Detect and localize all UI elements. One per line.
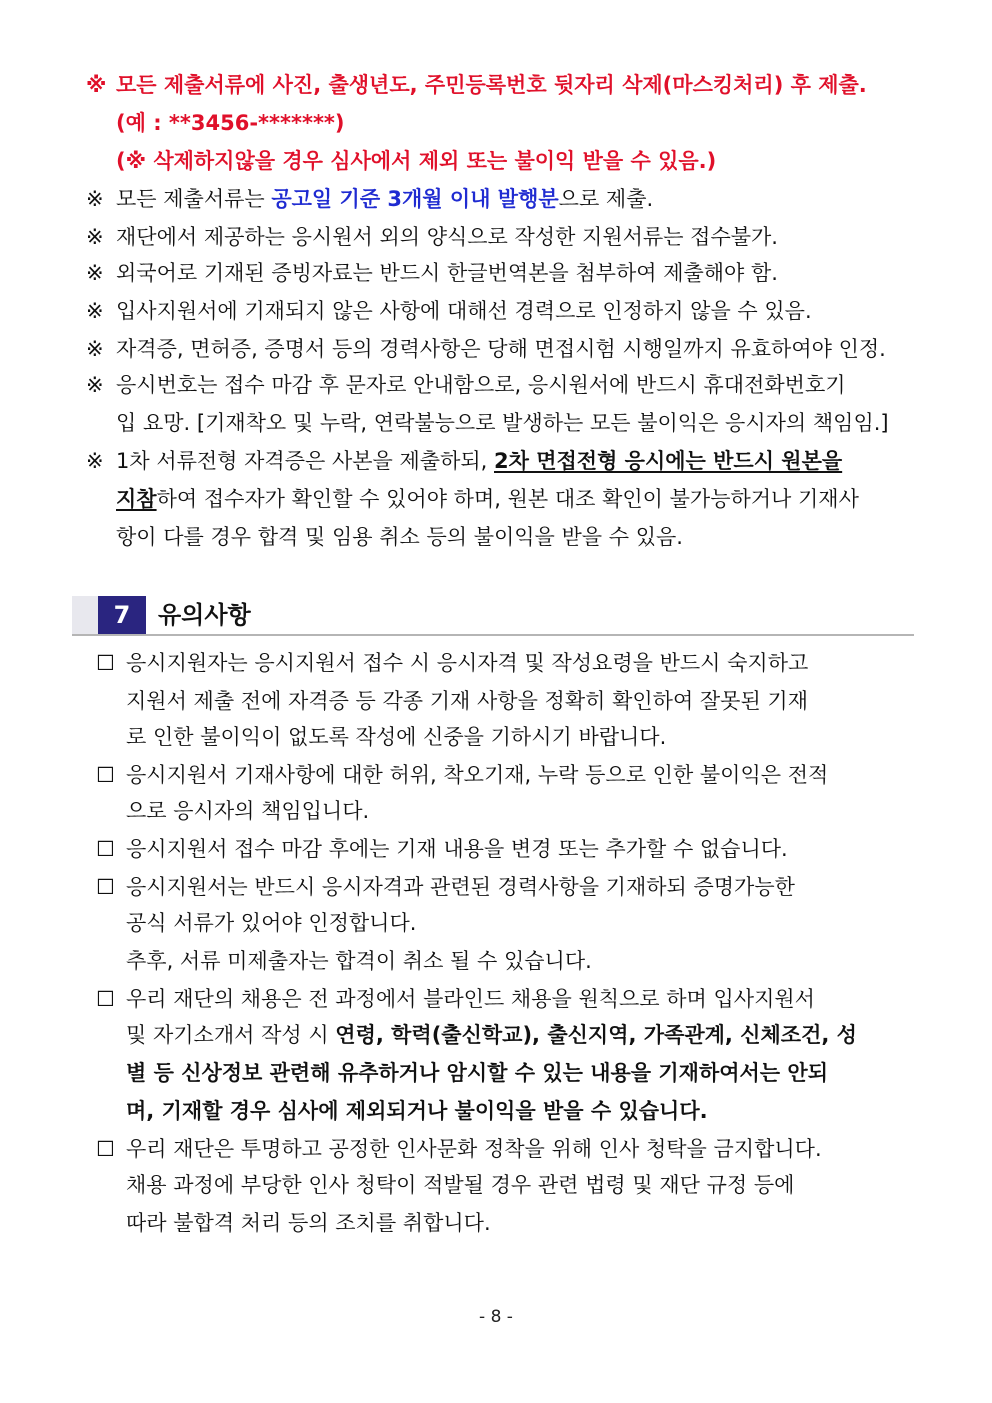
- note-original-documents-cont: 지참하여 접수자가 확인할 수 있어야 하며, 원본 대조 확인이 불가능하거나 기재사: [116, 487, 859, 511]
- note-certificate-validity: ※ 자격증, 면허증, 증명서 등의 경력사항은 당해 면접시험 시행일까지 유효하여야 인정.: [86, 334, 886, 364]
- note-original-documents: ※ 1차 서류전형 자격증은 사본을 제출하되, 2차 면접전형 응시에는 반드시 원본을: [86, 446, 842, 476]
- item-blind-hiring-bold: 별 등 신상정보 관련해 유추하거나 암시할 수 있는 내용을 기재하여서는 안되: [126, 1061, 828, 1085]
- issue-date-highlight: 공고일 기준 3개월 이내 발행분: [271, 187, 559, 211]
- item-false-statement-cont: 으로 응시자의 책임입니다.: [126, 799, 370, 823]
- item-blind-hiring-bold-end: 며, 기재할 경우 심사에 제외되거나 불이익을 받을 수 있습니다.: [126, 1099, 708, 1123]
- note-masking-example: (예 : **3456-*******): [116, 111, 345, 135]
- section-number: 7: [98, 596, 146, 634]
- note-original-documents-end: 항이 다를 경우 합격 및 임용 취소 등의 불이익을 받을 수 있음.: [116, 525, 683, 549]
- item-no-solicitation-end: 따라 불합격 처리 등의 조치를 취합니다.: [126, 1211, 491, 1235]
- checkbox-icon: ☐: [96, 763, 115, 787]
- item-career-proof: ☐ 응시지원서는 반드시 응시자격과 관련된 경력사항을 기재하되 증명가능한: [96, 872, 795, 902]
- item-no-changes: ☐ 응시지원서 접수 마감 후에는 기재 내용을 변경 또는 추가할 수 없습니다.: [96, 834, 788, 864]
- item-no-solicitation: ☐ 우리 재단은 투명하고 공정한 인사문화 정착을 위해 인사 청탁을 금지합니다.: [96, 1134, 822, 1164]
- page-number: - 8 -: [479, 1307, 513, 1327]
- note-applicant-number-cont: 입 요망. [기재착오 및 누락, 연락불능으로 발생하는 모든 불이익은 응시자의 책임임.]: [116, 411, 889, 435]
- item-career-proof-cont: 공식 서류가 있어야 인정합니다.: [126, 911, 417, 935]
- note-masking: ※ 모든 제출서류에 사진, 출생년도, 주민등록번호 뒷자리 삭제(마스킹처리) 후 제출.: [86, 70, 867, 100]
- reference-mark-icon: ※: [86, 225, 104, 249]
- note-unlisted-career: ※ 입사지원서에 기재되지 않은 사항에 대해선 경력으로 인정하지 않을 수 있음.: [86, 296, 812, 326]
- note-translation: ※ 외국어로 기재된 증빙자료는 반드시 한글번역본을 첨부하여 제출해야 함.: [86, 258, 778, 288]
- item-false-statement: ☐ 응시지원서 기재사항에 대한 허위, 착오기재, 누락 등으로 인한 불이익은 전적: [96, 760, 828, 790]
- checkbox-icon: ☐: [96, 875, 115, 899]
- note-form-only: ※ 재단에서 제공하는 응시원서 외의 양식으로 작성한 지원서류는 접수불가.: [86, 222, 778, 252]
- reference-mark-icon: ※: [86, 73, 107, 97]
- item-read-requirements-cont: 지원서 제출 전에 자격증 등 각종 기재 사항을 정확히 확인하여 잘못된 기재: [126, 689, 809, 713]
- note-issue-date: ※ 모든 제출서류는 공고일 기준 3개월 이내 발행분으로 제출.: [86, 184, 653, 214]
- checkbox-icon: ☐: [96, 837, 115, 861]
- reference-mark-icon: ※: [86, 449, 104, 473]
- item-blind-hiring: ☐ 우리 재단의 채용은 전 과정에서 블라인드 채용을 원칙으로 하며 입사지원서: [96, 984, 815, 1014]
- note-masking-warning: (※ 삭제하지않을 경우 심사에서 제외 또는 불이익 받을 수 있음.): [116, 149, 717, 173]
- checkbox-icon: ☐: [96, 1137, 115, 1161]
- reference-mark-icon: ※: [86, 187, 104, 211]
- item-no-solicitation-cont: 채용 과정에 부당한 인사 청탁이 적발될 경우 관련 법령 및 재단 규정 등에: [126, 1173, 795, 1197]
- section-title: 유의사항: [158, 601, 251, 629]
- item-career-proof-end: 추후, 서류 미제출자는 합격이 취소 될 수 있습니다.: [126, 949, 592, 973]
- checkbox-icon: ☐: [96, 987, 115, 1011]
- reference-mark-icon: ※: [86, 373, 104, 397]
- item-read-requirements-end: 로 인한 불이익이 없도록 작성에 신중을 기하시기 바랍니다.: [126, 725, 667, 749]
- item-blind-hiring-cont: 및 자기소개서 작성 시 연령, 학력(출신학교), 출신지역, 가족관계, 신체조건, 성: [126, 1023, 857, 1047]
- item-read-requirements: ☐ 응시지원자는 응시지원서 접수 시 응시자격 및 작성요령을 반드시 숙지하고: [96, 648, 808, 678]
- checkbox-icon: ☐: [96, 651, 115, 675]
- reference-mark-icon: ※: [86, 337, 104, 361]
- reference-mark-icon: ※: [86, 299, 104, 323]
- section-header-tint: [72, 596, 98, 634]
- section-header: [72, 596, 914, 636]
- reference-mark-icon: ※: [86, 261, 104, 285]
- note-applicant-number: ※ 응시번호는 접수 마감 후 문자로 안내함으로, 응시원서에 반드시 휴대전화번호기: [86, 370, 846, 400]
